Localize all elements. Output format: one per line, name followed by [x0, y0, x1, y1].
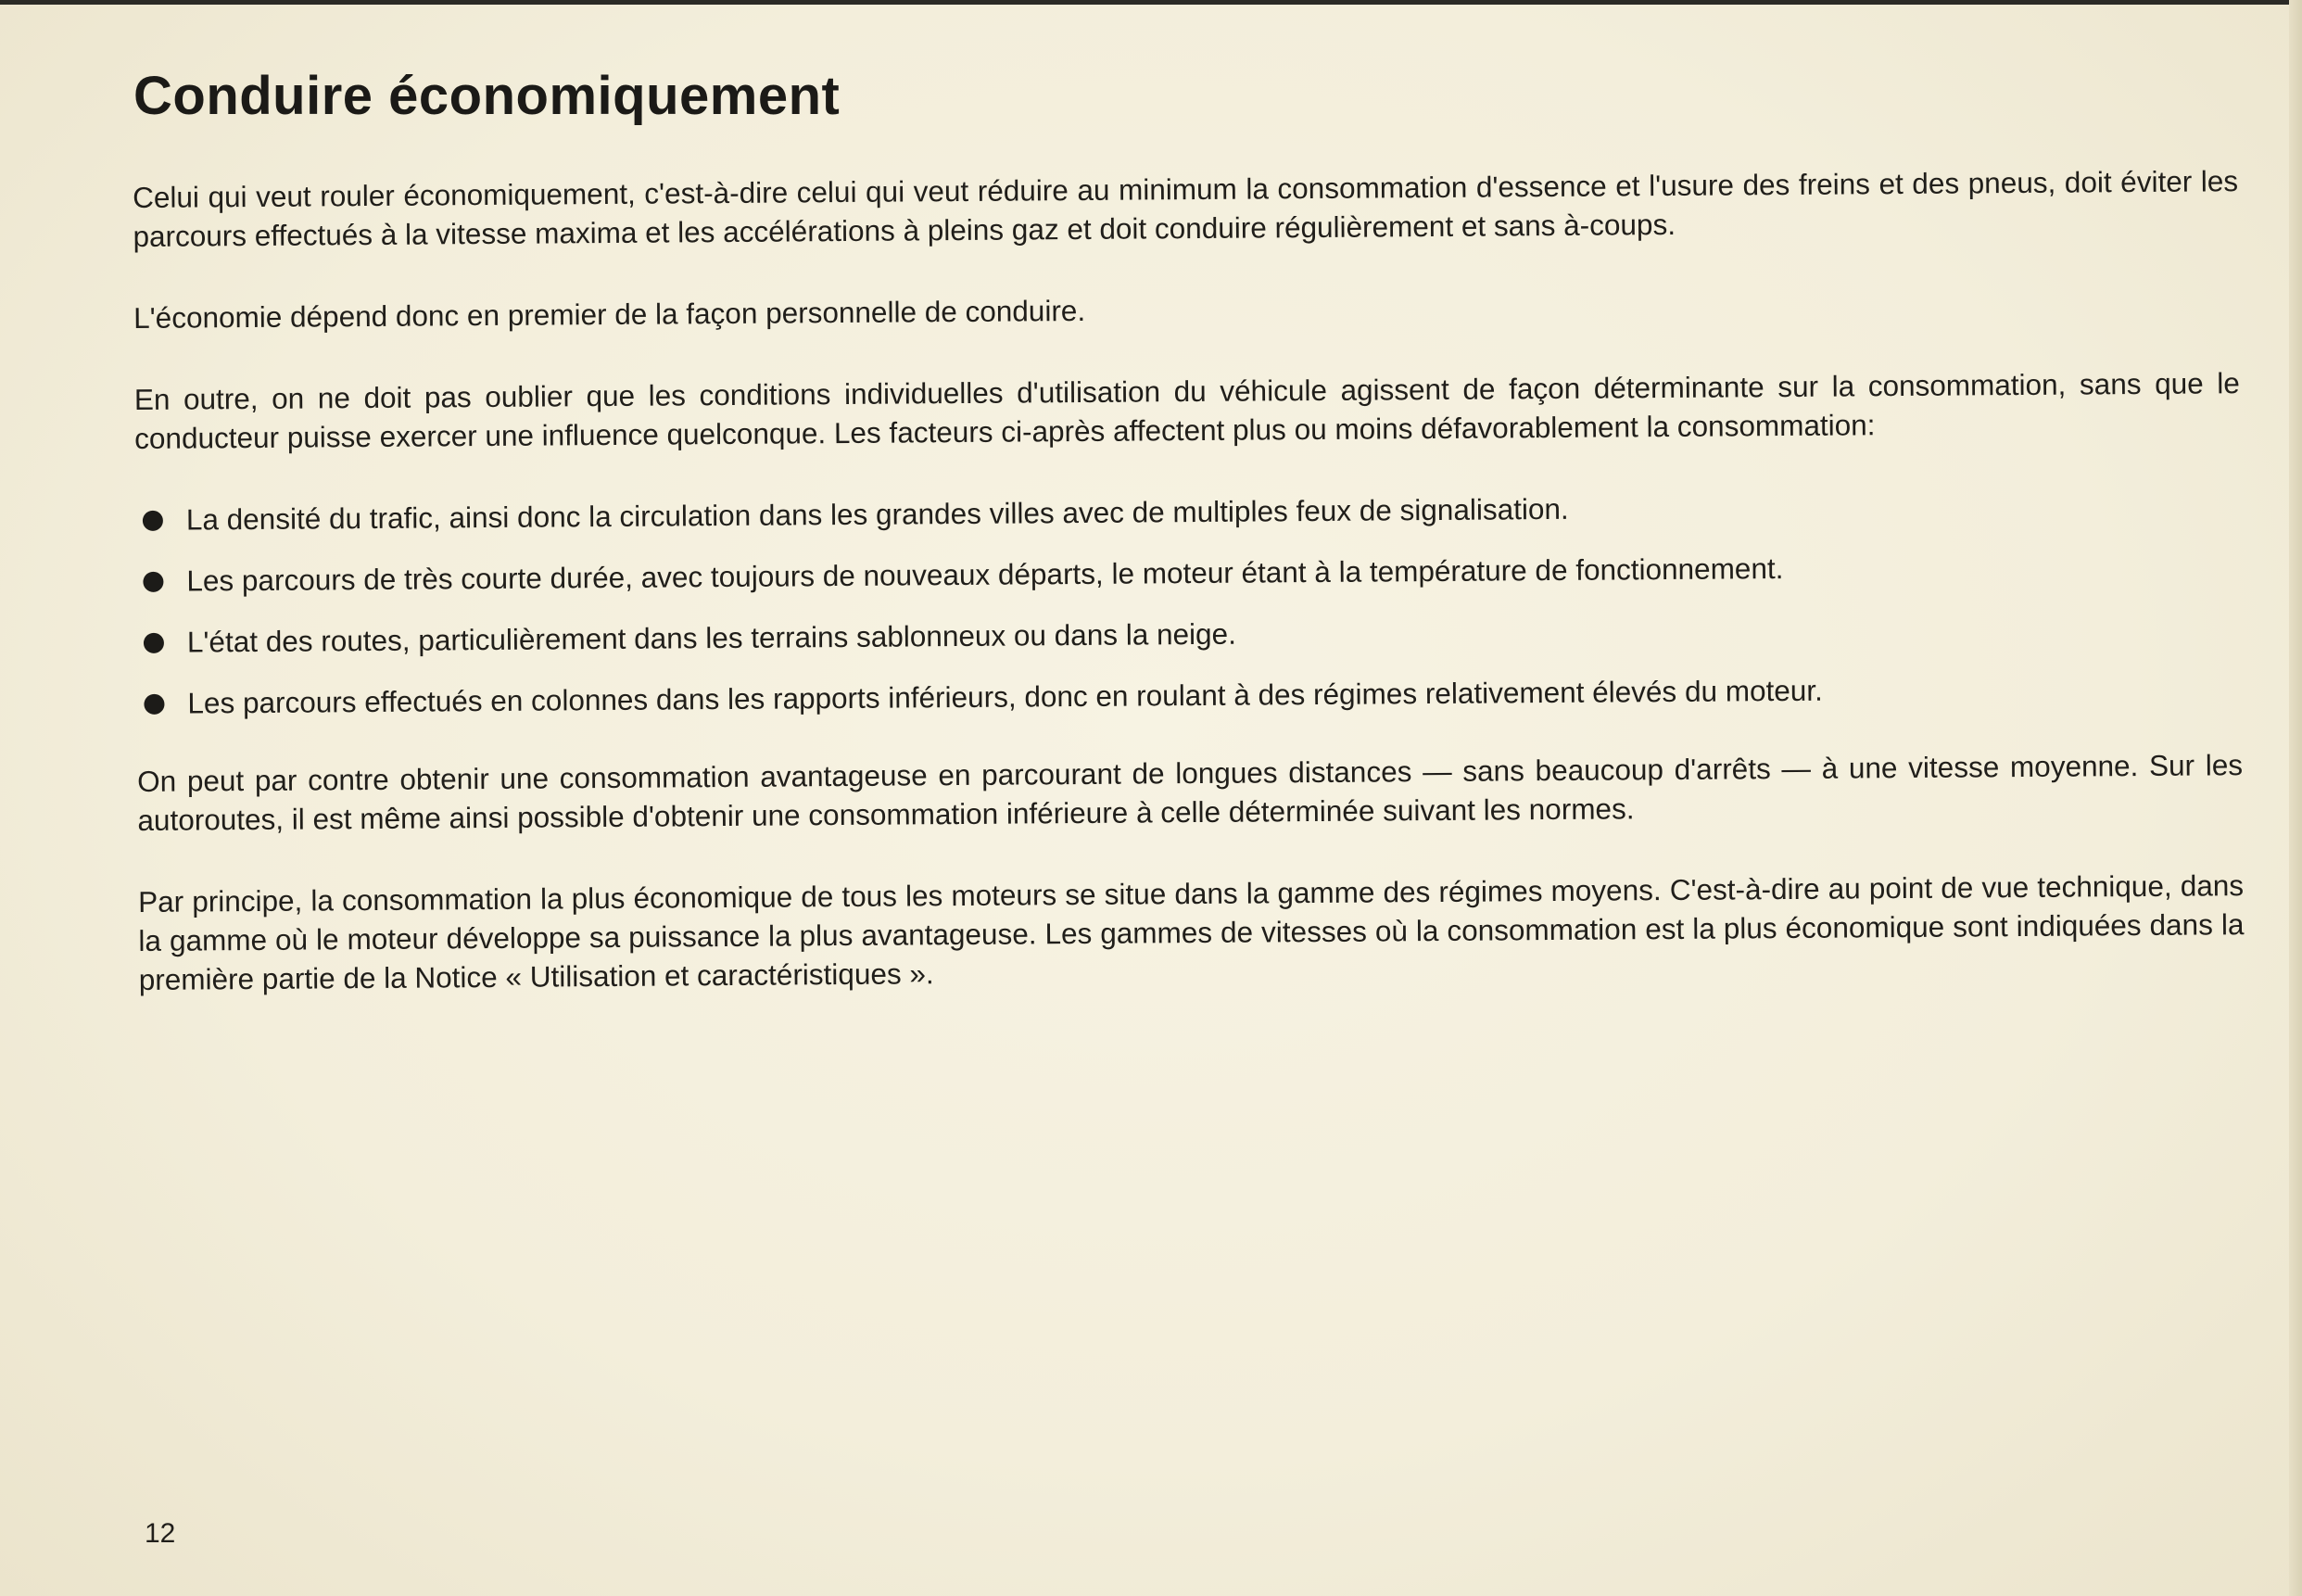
bullet-icon [143, 511, 163, 531]
list-item-text: La densité du trafic, ainsi donc la circulation dans les grandes villes avec de multiples feux de signalisation. [185, 491, 1569, 537]
bullet-icon [144, 694, 164, 715]
paragraph-long-distance: On peut par contre obtenir une consommation avantageuse en parcourant de longues distances — sans beaucoup d'arrêts — à une vitesse moyenne. Sur les autoroutes, il est même ainsi possible d'obtenir une consommation inférieure à celle déterminée suivant les normes. [136, 748, 2244, 837]
bullet-icon [143, 572, 163, 592]
list-item [136, 667, 2242, 723]
list-item [136, 606, 2242, 662]
paragraph-conditions: En outre, on ne doit pas oublier que les conditions individuelles d'utilisation du véhicule agissent de façon déterminante sur la consommation, sans que le conducteur puisse exercer une influence quelconque. Les facteurs ci-après affectent plus ou moins défavorablement la consommation: [133, 366, 2240, 455]
paragraph-intro: Celui qui veut rouler économiquement, c'est-à-dire celui qui veut réduire au minimum la consommation d'essence et l'usure des freins et des pneus, doit éviter les parcours effectués à la vitesse maxima et les accélérations à pleins gaz et doit conduire régulièrement et sans à-coups. [133, 164, 2239, 253]
page-top-edge [0, 0, 2302, 5]
list-item-text: Les parcours effectués en colonnes dans les rapports inférieurs, donc en roulant à des régimes relativement élevés du moteur. [187, 673, 1823, 720]
factor-list [135, 484, 2243, 723]
bullet-icon [144, 633, 164, 653]
list-item [135, 484, 2241, 539]
page-title: Conduire économiquement [133, 66, 841, 126]
list-item-text: L'état des routes, particulièrement dans les terrains sablonneux ou dans la neige. [186, 616, 1237, 659]
paragraph-economy: L'économie dépend donc en premier de la façon personnelle de conduire. [133, 293, 1086, 335]
page-number: 12 [145, 1518, 176, 1549]
page-right-edge [2289, 0, 2302, 1596]
paragraph-principle: Par principe, la consommation la plus économique de tous les moteurs se situe dans la gamme des régimes moyens. C'est-à-dire au point de vue technique, dans la gamme où le moteur développe sa puissance la plus avantageuse. Les gammes de vitesses où la consommation est la plus économique sont indiquées dans la première partie de la Notice « Utilisation et caractéristiques ». [137, 868, 2245, 996]
list-item-text: Les parcours de très courte durée, avec toujours de nouveaux départs, le moteur étant à la température de fonctionnement. [186, 551, 1784, 598]
list-item [135, 545, 2241, 601]
body-text [133, 161, 2245, 1042]
